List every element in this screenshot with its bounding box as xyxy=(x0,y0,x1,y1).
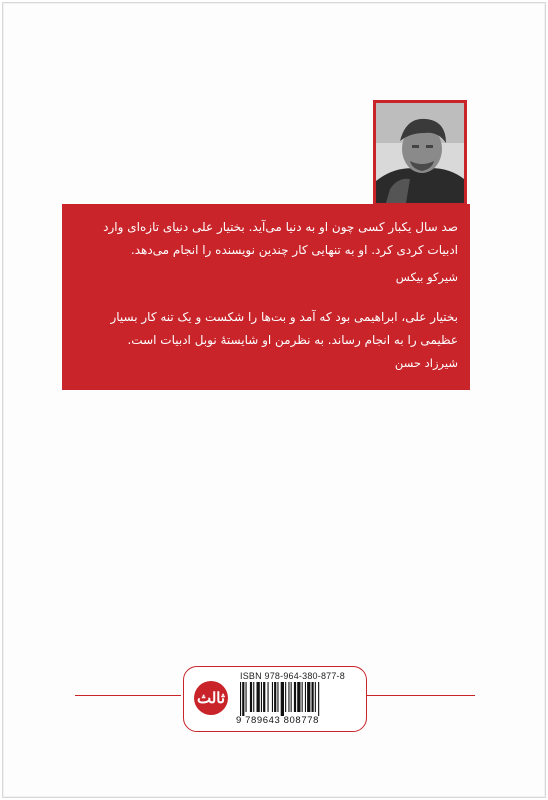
barcode-bar xyxy=(285,682,286,712)
barcode-bar xyxy=(274,682,276,712)
barcode-bar xyxy=(246,682,247,712)
barcode-bar xyxy=(253,682,254,712)
barcode-bar xyxy=(263,682,265,712)
barcode-graphic xyxy=(240,682,356,716)
barcode-bar xyxy=(315,682,316,712)
barcode-bar xyxy=(305,682,306,712)
divider-right xyxy=(367,695,475,696)
publisher-logo-text: ثالث xyxy=(196,689,226,707)
barcode-bar xyxy=(297,682,300,712)
quote-text-1: صد سال یکبار کسی چون او به دنیا می‌آید. بختیار علی دنیای تازه‌ای وارد ادبیات کردی کرد. او به تنهایی کار چندین نویسنده را انجام می‌دهد. xyxy=(103,220,458,257)
barcode-bar xyxy=(272,682,273,712)
author-photo-image xyxy=(376,103,464,203)
barcode-bar xyxy=(281,682,284,716)
barcode-bar xyxy=(294,682,296,712)
quote-author-2: شیرزاد حسن xyxy=(394,356,458,370)
barcode-bar xyxy=(277,682,278,712)
barcode-bar xyxy=(312,682,314,712)
author-photo xyxy=(376,103,464,203)
isbn-label: ISBN 978-964-380-877-8 xyxy=(240,671,345,681)
barcode-bar xyxy=(318,682,319,716)
barcode-bar xyxy=(288,682,289,712)
barcode-bar xyxy=(240,682,241,716)
barcode-bar xyxy=(250,682,252,712)
barcode-bar xyxy=(268,682,269,712)
quote-author-1: شیرکو بیکس xyxy=(395,270,458,284)
barcode-digits: 9 789643 808778 xyxy=(236,715,319,726)
quote-text-2: بختیار علی، ابراهیمی بود که آمد و بت‌ها را شکست و یک تنه کار بسیار عظیمی را به انجام رساند. به نظرمن او شایستهٔ نوبل ادبیات است. xyxy=(110,310,458,347)
barcode-bar xyxy=(242,682,244,716)
publisher-logo xyxy=(194,681,228,715)
barcode-bar xyxy=(302,682,303,712)
barcode-bar xyxy=(307,682,310,712)
barcode-bar xyxy=(257,682,260,712)
barcode-bar xyxy=(261,682,262,712)
barcode-bar xyxy=(291,682,292,712)
divider-left xyxy=(75,695,181,696)
